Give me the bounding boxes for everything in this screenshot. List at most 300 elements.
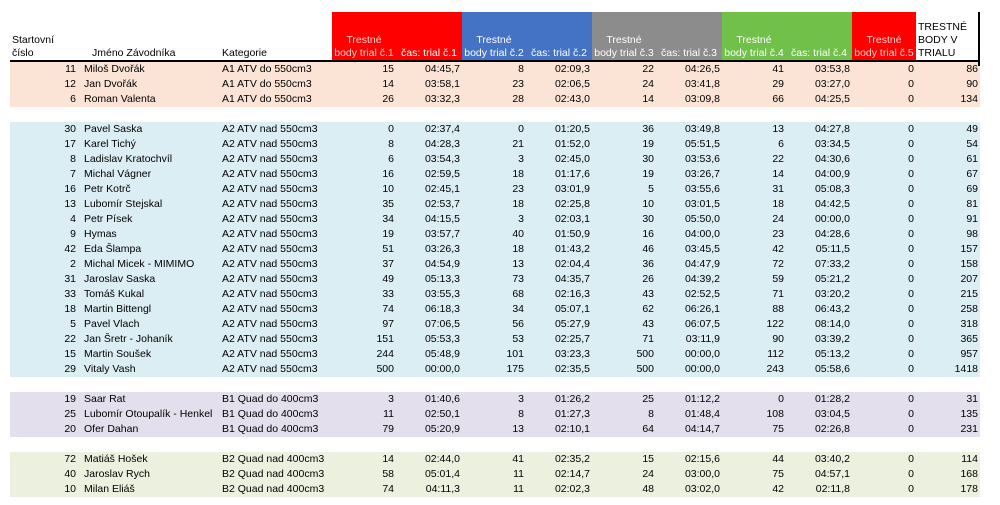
cell-cas-1[interactable]: 03:26,3	[396, 242, 462, 257]
cell-trestne-body-3[interactable]: 5	[592, 182, 656, 197]
cell-trestne-body-2[interactable]: 3	[462, 152, 526, 167]
cell-cas-2[interactable]: 03:01,9	[526, 182, 592, 197]
cell-cas-4[interactable]: 02:11,8	[786, 482, 852, 497]
cell-trestne-body-1[interactable]: 244	[332, 347, 396, 362]
cell-trestne-body-2[interactable]: 68	[462, 287, 526, 302]
cell-cas-2[interactable]: 01:52,0	[526, 137, 592, 152]
cell-cas-2[interactable]: 02:10,1	[526, 422, 592, 437]
cell-trestne-body-total[interactable]: 49	[916, 122, 980, 137]
cell-trestne-body-5[interactable]: 0	[852, 272, 916, 287]
cell-trestne-body-5[interactable]: 0	[852, 467, 916, 482]
cell-cas-3[interactable]: 01:12,2	[656, 392, 722, 407]
cell-trestne-body-total[interactable]: 168	[916, 467, 980, 482]
cell-trestne-body-total[interactable]: 365	[916, 332, 980, 347]
cell-trestne-body-2[interactable]: 3	[462, 392, 526, 407]
cell-jmeno[interactable]: Martin Soušek	[78, 347, 220, 362]
cell-cas-2[interactable]: 02:35,5	[526, 362, 592, 377]
cell-trestne-body-4[interactable]: 243	[722, 362, 786, 377]
cell-cas-2[interactable]: 04:35,7	[526, 272, 592, 287]
cell-cas-4[interactable]: 03:40,2	[786, 452, 852, 467]
cell-trestne-body-1[interactable]: 34	[332, 212, 396, 227]
cell-trestne-body-total[interactable]: 178	[916, 482, 980, 497]
cell-trestne-body-1[interactable]: 35	[332, 197, 396, 212]
cell-cas-4[interactable]: 03:34,5	[786, 137, 852, 152]
cell-jmeno[interactable]: Hymas	[78, 227, 220, 242]
cell-startovni-cislo[interactable]: 17	[10, 137, 78, 152]
cell-trestne-body-1[interactable]: 49	[332, 272, 396, 287]
cell-trestne-body-2[interactable]: 21	[462, 137, 526, 152]
cell-cas-3[interactable]: 03:49,8	[656, 122, 722, 137]
cell-trestne-body-total[interactable]: 61	[916, 152, 980, 167]
cell-startovni-cislo[interactable]: 7	[10, 167, 78, 182]
cell-trestne-body-total[interactable]: 67	[916, 167, 980, 182]
cell-trestne-body-1[interactable]: 500	[332, 362, 396, 377]
cell-trestne-body-2[interactable]: 28	[462, 92, 526, 107]
cell-trestne-body-total[interactable]: 54	[916, 137, 980, 152]
cell-trestne-body-4[interactable]: 44	[722, 452, 786, 467]
cell-cas-1[interactable]: 02:45,1	[396, 182, 462, 197]
cell-trestne-body-3[interactable]: 16	[592, 227, 656, 242]
cell-trestne-body-3[interactable]: 500	[592, 347, 656, 362]
cell-cas-3[interactable]: 03:26,7	[656, 167, 722, 182]
cell-trestne-body-3[interactable]: 15	[592, 452, 656, 467]
cell-cas-1[interactable]: 05:01,4	[396, 467, 462, 482]
cell-cas-3[interactable]: 05:51,5	[656, 137, 722, 152]
cell-trestne-body-4[interactable]: 66	[722, 92, 786, 107]
cell-trestne-body-total[interactable]: 207	[916, 272, 980, 287]
cell-startovni-cislo[interactable]: 10	[10, 482, 78, 497]
cell-cas-1[interactable]: 00:00,0	[396, 362, 462, 377]
header-trestne-body-2[interactable]: Trestné body trial č.2	[462, 12, 526, 61]
cell-jmeno[interactable]: Ladislav Kratochvíl	[78, 152, 220, 167]
cell-cas-4[interactable]: 04:27,8	[786, 122, 852, 137]
cell-cas-4[interactable]: 05:21,2	[786, 272, 852, 287]
cell-trestne-body-4[interactable]: 6	[722, 137, 786, 152]
cell-jmeno[interactable]: Jaroslav Rych	[78, 467, 220, 482]
cell-jmeno[interactable]: Pavel Saska	[78, 122, 220, 137]
header-cas-4[interactable]: čas: trial č.4	[786, 12, 852, 61]
cell-cas-4[interactable]: 00:00,0	[786, 212, 852, 227]
cell-cas-3[interactable]: 03:00,0	[656, 467, 722, 482]
cell-trestne-body-2[interactable]: 23	[462, 77, 526, 92]
cell-cas-4[interactable]: 03:04,5	[786, 407, 852, 422]
cell-kategorie[interactable]: A2 ATV nad 550cm3	[220, 212, 332, 227]
cell-cas-4[interactable]: 08:14,0	[786, 317, 852, 332]
cell-cas-2[interactable]: 02:35,2	[526, 452, 592, 467]
cell-cas-4[interactable]: 05:13,2	[786, 347, 852, 362]
cell-startovni-cislo[interactable]: 15	[10, 347, 78, 362]
cell-trestne-body-3[interactable]: 71	[592, 332, 656, 347]
cell-trestne-body-total[interactable]: 90	[916, 77, 980, 92]
cell-trestne-body-3[interactable]: 26	[592, 272, 656, 287]
cell-trestne-body-5[interactable]: 0	[852, 287, 916, 302]
cell-cas-2[interactable]: 02:06,5	[526, 77, 592, 92]
cell-trestne-body-3[interactable]: 36	[592, 122, 656, 137]
cell-jmeno[interactable]: Jan Šretr - Johaník	[78, 332, 220, 347]
cell-trestne-body-1[interactable]: 58	[332, 467, 396, 482]
cell-startovni-cislo[interactable]: 9	[10, 227, 78, 242]
header-trestne-body-3[interactable]: Trestné body trial č.3	[592, 12, 656, 61]
cell-trestne-body-3[interactable]: 43	[592, 287, 656, 302]
cell-cas-2[interactable]: 05:27,9	[526, 317, 592, 332]
cell-kategorie[interactable]: B2 Quad nad 400cm3	[220, 482, 332, 497]
cell-trestne-body-4[interactable]: 112	[722, 347, 786, 362]
cell-cas-3[interactable]: 03:53,6	[656, 152, 722, 167]
cell-trestne-body-5[interactable]: 0	[852, 77, 916, 92]
cell-cas-1[interactable]: 05:48,9	[396, 347, 462, 362]
cell-cas-1[interactable]: 02:50,1	[396, 407, 462, 422]
cell-cas-1[interactable]: 07:06,5	[396, 317, 462, 332]
cell-cas-2[interactable]: 01:50,9	[526, 227, 592, 242]
cell-cas-3[interactable]: 06:07,5	[656, 317, 722, 332]
cell-cas-1[interactable]: 04:11,3	[396, 482, 462, 497]
cell-cas-2[interactable]: 01:17,6	[526, 167, 592, 182]
cell-trestne-body-5[interactable]: 0	[852, 257, 916, 272]
cell-trestne-body-5[interactable]: 0	[852, 407, 916, 422]
cell-startovni-cislo[interactable]: 30	[10, 122, 78, 137]
cell-cas-1[interactable]: 04:28,3	[396, 137, 462, 152]
cell-trestne-body-total[interactable]: 318	[916, 317, 980, 332]
cell-cas-2[interactable]: 02:25,8	[526, 197, 592, 212]
cell-cas-2[interactable]: 05:07,1	[526, 302, 592, 317]
cell-trestne-body-total[interactable]: 158	[916, 257, 980, 272]
cell-trestne-body-4[interactable]: 41	[722, 61, 786, 77]
cell-trestne-body-3[interactable]: 22	[592, 61, 656, 77]
cell-trestne-body-total[interactable]: 258	[916, 302, 980, 317]
cell-trestne-body-5[interactable]: 0	[852, 182, 916, 197]
cell-jmeno[interactable]: Roman Valenta	[78, 92, 220, 107]
cell-cas-4[interactable]: 04:57,1	[786, 467, 852, 482]
cell-trestne-body-5[interactable]: 0	[852, 152, 916, 167]
cell-kategorie[interactable]: B2 Quad nad 400cm3	[220, 452, 332, 467]
cell-trestne-body-4[interactable]: 72	[722, 257, 786, 272]
cell-trestne-body-total[interactable]: 135	[916, 407, 980, 422]
cell-trestne-body-1[interactable]: 0	[332, 122, 396, 137]
cell-cas-3[interactable]: 03:45,5	[656, 242, 722, 257]
cell-jmeno[interactable]: Pavel Vlach	[78, 317, 220, 332]
cell-kategorie[interactable]: A2 ATV nad 550cm3	[220, 332, 332, 347]
cell-cas-3[interactable]: 02:52,5	[656, 287, 722, 302]
cell-trestne-body-1[interactable]: 14	[332, 452, 396, 467]
cell-trestne-body-3[interactable]: 24	[592, 77, 656, 92]
cell-kategorie[interactable]: A2 ATV nad 550cm3	[220, 362, 332, 377]
cell-trestne-body-3[interactable]: 500	[592, 362, 656, 377]
cell-trestne-body-5[interactable]: 0	[852, 302, 916, 317]
cell-trestne-body-4[interactable]: 14	[722, 167, 786, 182]
cell-trestne-body-1[interactable]: 79	[332, 422, 396, 437]
cell-startovni-cislo[interactable]: 4	[10, 212, 78, 227]
cell-cas-2[interactable]: 03:23,3	[526, 347, 592, 362]
cell-trestne-body-5[interactable]: 0	[852, 482, 916, 497]
cell-trestne-body-4[interactable]: 108	[722, 407, 786, 422]
cell-trestne-body-4[interactable]: 18	[722, 197, 786, 212]
cell-cas-3[interactable]: 04:14,7	[656, 422, 722, 437]
cell-kategorie[interactable]: A2 ATV nad 550cm3	[220, 197, 332, 212]
cell-trestne-body-4[interactable]: 59	[722, 272, 786, 287]
cell-trestne-body-2[interactable]: 175	[462, 362, 526, 377]
cell-cas-2[interactable]: 01:27,3	[526, 407, 592, 422]
cell-trestne-body-4[interactable]: 42	[722, 482, 786, 497]
cell-trestne-body-2[interactable]: 18	[462, 197, 526, 212]
cell-trestne-body-total[interactable]: 69	[916, 182, 980, 197]
cell-jmeno[interactable]: Karel Tichý	[78, 137, 220, 152]
cell-trestne-body-total[interactable]: 231	[916, 422, 980, 437]
cell-trestne-body-5[interactable]: 0	[852, 362, 916, 377]
cell-trestne-body-3[interactable]: 25	[592, 392, 656, 407]
cell-trestne-body-1[interactable]: 74	[332, 482, 396, 497]
cell-startovni-cislo[interactable]: 22	[10, 332, 78, 347]
cell-cas-4[interactable]: 04:00,9	[786, 167, 852, 182]
cell-startovni-cislo[interactable]: 5	[10, 317, 78, 332]
cell-cas-3[interactable]: 01:48,4	[656, 407, 722, 422]
cell-trestne-body-1[interactable]: 74	[332, 302, 396, 317]
cell-trestne-body-1[interactable]: 14	[332, 77, 396, 92]
cell-jmeno[interactable]: Matiáš Hošek	[78, 452, 220, 467]
cell-startovni-cislo[interactable]: 25	[10, 407, 78, 422]
cell-trestne-body-3[interactable]: 36	[592, 257, 656, 272]
cell-cas-4[interactable]: 03:20,2	[786, 287, 852, 302]
cell-cas-4[interactable]: 04:25,5	[786, 92, 852, 107]
cell-kategorie[interactable]: A1 ATV do 550cm3	[220, 92, 332, 107]
cell-trestne-body-1[interactable]: 10	[332, 182, 396, 197]
header-trestne-body-5[interactable]: Trestné body trial č.5	[852, 12, 916, 61]
cell-trestne-body-2[interactable]: 56	[462, 317, 526, 332]
cell-trestne-body-1[interactable]: 33	[332, 287, 396, 302]
cell-trestne-body-5[interactable]: 0	[852, 242, 916, 257]
cell-trestne-body-3[interactable]: 46	[592, 242, 656, 257]
cell-trestne-body-2[interactable]: 53	[462, 332, 526, 347]
cell-trestne-body-3[interactable]: 64	[592, 422, 656, 437]
cell-cas-1[interactable]: 04:54,9	[396, 257, 462, 272]
cell-cas-4[interactable]: 04:28,6	[786, 227, 852, 242]
cell-trestne-body-4[interactable]: 23	[722, 227, 786, 242]
cell-trestne-body-2[interactable]: 18	[462, 242, 526, 257]
cell-kategorie[interactable]: A2 ATV nad 550cm3	[220, 167, 332, 182]
cell-kategorie[interactable]: A2 ATV nad 550cm3	[220, 347, 332, 362]
cell-kategorie[interactable]: A2 ATV nad 550cm3	[220, 317, 332, 332]
cell-startovni-cislo[interactable]: 18	[10, 302, 78, 317]
cell-cas-4[interactable]: 02:26,8	[786, 422, 852, 437]
cell-trestne-body-1[interactable]: 19	[332, 227, 396, 242]
cell-startovni-cislo[interactable]: 6	[10, 92, 78, 107]
cell-trestne-body-2[interactable]: 41	[462, 452, 526, 467]
cell-trestne-body-2[interactable]: 40	[462, 227, 526, 242]
cell-cas-1[interactable]: 05:13,3	[396, 272, 462, 287]
cell-jmeno[interactable]: Michal Vágner	[78, 167, 220, 182]
cell-trestne-body-3[interactable]: 14	[592, 92, 656, 107]
cell-trestne-body-1[interactable]: 6	[332, 152, 396, 167]
cell-trestne-body-4[interactable]: 122	[722, 317, 786, 332]
cell-startovni-cislo[interactable]: 2	[10, 257, 78, 272]
cell-trestne-body-1[interactable]: 97	[332, 317, 396, 332]
cell-trestne-body-total[interactable]: 1418	[916, 362, 980, 377]
cell-trestne-body-4[interactable]: 29	[722, 77, 786, 92]
cell-trestne-body-5[interactable]: 0	[852, 197, 916, 212]
cell-jmeno[interactable]: Michal Micek - MIMIMO	[78, 257, 220, 272]
cell-trestne-body-2[interactable]: 13	[462, 257, 526, 272]
cell-trestne-body-1[interactable]: 11	[332, 407, 396, 422]
cell-trestne-body-4[interactable]: 13	[722, 122, 786, 137]
cell-cas-3[interactable]: 06:26,1	[656, 302, 722, 317]
cell-cas-1[interactable]: 02:44,0	[396, 452, 462, 467]
cell-kategorie[interactable]: B1 Quad do 400cm3	[220, 407, 332, 422]
cell-cas-3[interactable]: 03:11,9	[656, 332, 722, 347]
header-trestne-body-1[interactable]: Trestné body trial č.1	[332, 12, 396, 61]
cell-trestne-body-2[interactable]: 0	[462, 122, 526, 137]
cell-jmeno[interactable]: Saar Rat	[78, 392, 220, 407]
cell-cas-4[interactable]: 06:43,2	[786, 302, 852, 317]
cell-trestne-body-4[interactable]: 75	[722, 467, 786, 482]
cell-kategorie[interactable]: A2 ATV nad 550cm3	[220, 122, 332, 137]
cell-trestne-body-1[interactable]: 8	[332, 137, 396, 152]
cell-trestne-body-2[interactable]: 34	[462, 302, 526, 317]
cell-trestne-body-3[interactable]: 8	[592, 407, 656, 422]
header-cas-2[interactable]: čas: trial č.2	[526, 12, 592, 61]
cell-trestne-body-4[interactable]: 31	[722, 182, 786, 197]
cell-trestne-body-total[interactable]: 215	[916, 287, 980, 302]
cell-trestne-body-5[interactable]: 0	[852, 422, 916, 437]
cell-cas-4[interactable]: 04:42,5	[786, 197, 852, 212]
cell-jmeno[interactable]: Eda Šlampa	[78, 242, 220, 257]
cell-cas-2[interactable]: 01:43,2	[526, 242, 592, 257]
cell-cas-3[interactable]: 04:47,9	[656, 257, 722, 272]
cell-trestne-body-total[interactable]: 114	[916, 452, 980, 467]
cell-kategorie[interactable]: A2 ATV nad 550cm3	[220, 257, 332, 272]
cell-cas-2[interactable]: 02:04,4	[526, 257, 592, 272]
cell-trestne-body-1[interactable]: 26	[332, 92, 396, 107]
cell-kategorie[interactable]: B2 Quad nad 400cm3	[220, 467, 332, 482]
cell-cas-3[interactable]: 03:41,8	[656, 77, 722, 92]
cell-jmeno[interactable]: Lubomír Otoupalík - Henkel	[78, 407, 220, 422]
cell-cas-4[interactable]: 05:58,6	[786, 362, 852, 377]
cell-trestne-body-5[interactable]: 0	[852, 317, 916, 332]
cell-cas-1[interactable]: 04:15,5	[396, 212, 462, 227]
cell-cas-2[interactable]: 02:16,3	[526, 287, 592, 302]
cell-jmeno[interactable]: Vitaly Vash	[78, 362, 220, 377]
cell-cas-1[interactable]: 02:59,5	[396, 167, 462, 182]
cell-startovni-cislo[interactable]: 72	[10, 452, 78, 467]
cell-trestne-body-5[interactable]: 0	[852, 167, 916, 182]
cell-startovni-cislo[interactable]: 11	[10, 61, 78, 77]
cell-trestne-body-2[interactable]: 11	[462, 467, 526, 482]
cell-trestne-body-5[interactable]: 0	[852, 392, 916, 407]
cell-kategorie[interactable]: B1 Quad do 400cm3	[220, 392, 332, 407]
cell-startovni-cislo[interactable]: 42	[10, 242, 78, 257]
header-cas-1[interactable]: čas: trial č.1	[396, 12, 462, 61]
cell-trestne-body-total[interactable]: 81	[916, 197, 980, 212]
cell-jmeno[interactable]: Petr Kotrč	[78, 182, 220, 197]
cell-jmeno[interactable]: Jan Dvořák	[78, 77, 220, 92]
cell-trestne-body-2[interactable]: 8	[462, 61, 526, 77]
cell-cas-4[interactable]: 04:30,6	[786, 152, 852, 167]
cell-trestne-body-4[interactable]: 22	[722, 152, 786, 167]
cell-trestne-body-5[interactable]: 0	[852, 212, 916, 227]
cell-trestne-body-2[interactable]: 11	[462, 482, 526, 497]
cell-trestne-body-1[interactable]: 3	[332, 392, 396, 407]
cell-cas-1[interactable]: 05:20,9	[396, 422, 462, 437]
cell-cas-1[interactable]: 03:54,3	[396, 152, 462, 167]
cell-cas-3[interactable]: 04:39,2	[656, 272, 722, 287]
cell-startovni-cislo[interactable]: 29	[10, 362, 78, 377]
cell-trestne-body-3[interactable]: 62	[592, 302, 656, 317]
cell-jmeno[interactable]: Martin Bittengl	[78, 302, 220, 317]
cell-startovni-cislo[interactable]: 33	[10, 287, 78, 302]
cell-cas-2[interactable]: 01:26,2	[526, 392, 592, 407]
cell-trestne-body-total[interactable]: 957	[916, 347, 980, 362]
cell-jmeno[interactable]: Miloš Dvořák	[78, 61, 220, 77]
cell-startovni-cislo[interactable]: 8	[10, 152, 78, 167]
cell-trestne-body-total[interactable]: 134	[916, 92, 980, 107]
cell-trestne-body-3[interactable]: 30	[592, 152, 656, 167]
cell-trestne-body-total[interactable]: 98	[916, 227, 980, 242]
cell-kategorie[interactable]: A1 ATV do 550cm3	[220, 61, 332, 77]
cell-cas-1[interactable]: 03:58,1	[396, 77, 462, 92]
cell-jmeno[interactable]: Ofer Dahan	[78, 422, 220, 437]
cell-startovni-cislo[interactable]: 13	[10, 197, 78, 212]
cell-kategorie[interactable]: A2 ATV nad 550cm3	[220, 182, 332, 197]
cell-trestne-body-4[interactable]: 75	[722, 422, 786, 437]
cell-kategorie[interactable]: A2 ATV nad 550cm3	[220, 152, 332, 167]
cell-cas-3[interactable]: 00:00,0	[656, 362, 722, 377]
cell-trestne-body-5[interactable]: 0	[852, 227, 916, 242]
cell-startovni-cislo[interactable]: 20	[10, 422, 78, 437]
cell-cas-4[interactable]: 01:28,2	[786, 392, 852, 407]
cell-cas-3[interactable]: 03:55,6	[656, 182, 722, 197]
cell-trestne-body-1[interactable]: 151	[332, 332, 396, 347]
cell-cas-1[interactable]: 02:53,7	[396, 197, 462, 212]
cell-jmeno[interactable]: Lubomír Stejskal	[78, 197, 220, 212]
cell-kategorie[interactable]: A2 ATV nad 550cm3	[220, 242, 332, 257]
cell-trestne-body-4[interactable]: 42	[722, 242, 786, 257]
cell-kategorie[interactable]: A2 ATV nad 550cm3	[220, 227, 332, 242]
cell-trestne-body-2[interactable]: 73	[462, 272, 526, 287]
cell-cas-3[interactable]: 03:01,5	[656, 197, 722, 212]
cell-trestne-body-total[interactable]: 157	[916, 242, 980, 257]
header-cas-3[interactable]: čas: trial č.3	[656, 12, 722, 61]
cell-jmeno[interactable]: Petr Písek	[78, 212, 220, 227]
cell-cas-1[interactable]: 02:37,4	[396, 122, 462, 137]
cell-trestne-body-3[interactable]: 24	[592, 467, 656, 482]
cell-kategorie[interactable]: B1 Quad do 400cm3	[220, 422, 332, 437]
cell-startovni-cislo[interactable]: 12	[10, 77, 78, 92]
cell-trestne-body-3[interactable]: 48	[592, 482, 656, 497]
cell-cas-1[interactable]: 05:53,3	[396, 332, 462, 347]
cell-trestne-body-1[interactable]: 16	[332, 167, 396, 182]
cell-jmeno[interactable]: Jaroslav Saska	[78, 272, 220, 287]
cell-cas-2[interactable]: 02:02,3	[526, 482, 592, 497]
header-kategorie[interactable]: Kategorie	[222, 47, 267, 59]
header-jmeno[interactable]: Jméno Závodníka	[92, 47, 176, 59]
cell-trestne-body-5[interactable]: 0	[852, 347, 916, 362]
cell-cas-1[interactable]: 01:40,6	[396, 392, 462, 407]
cell-cas-4[interactable]: 03:53,8	[786, 61, 852, 77]
cell-jmeno[interactable]: Milan Eliáš	[78, 482, 220, 497]
cell-cas-4[interactable]: 03:27,0	[786, 77, 852, 92]
cell-cas-3[interactable]: 03:09,8	[656, 92, 722, 107]
cell-cas-4[interactable]: 05:08,3	[786, 182, 852, 197]
cell-cas-2[interactable]: 02:25,7	[526, 332, 592, 347]
cell-trestne-body-3[interactable]: 19	[592, 167, 656, 182]
cell-trestne-body-3[interactable]: 43	[592, 317, 656, 332]
cell-trestne-body-1[interactable]: 15	[332, 61, 396, 77]
cell-startovni-cislo[interactable]: 16	[10, 182, 78, 197]
cell-trestne-body-5[interactable]: 0	[852, 61, 916, 77]
cell-kategorie[interactable]: A2 ATV nad 550cm3	[220, 272, 332, 287]
cell-kategorie[interactable]: A2 ATV nad 550cm3	[220, 137, 332, 152]
cell-cas-2[interactable]: 02:45,0	[526, 152, 592, 167]
cell-cas-3[interactable]: 00:00,0	[656, 347, 722, 362]
cell-cas-4[interactable]: 05:11,5	[786, 242, 852, 257]
